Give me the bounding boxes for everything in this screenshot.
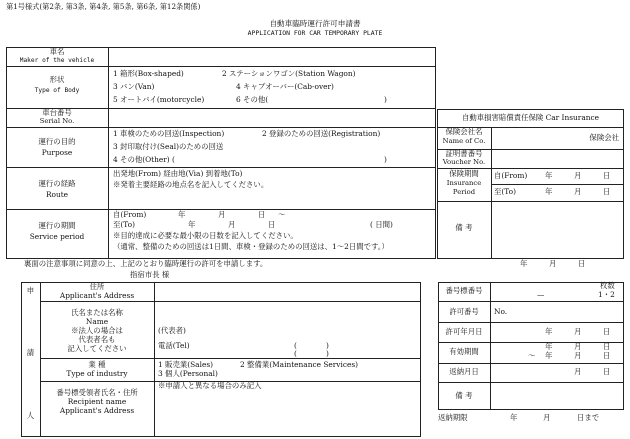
office-permit-month: 月 <box>574 327 582 336</box>
office-return-day: 日 <box>603 367 611 376</box>
applicant-side-3: 人 <box>26 411 35 420</box>
period-from-day: 日 <box>258 210 266 219</box>
insurance-from-month: 月 <box>574 171 582 180</box>
address-label-jp: 住所 <box>89 282 105 291</box>
insurance-company-label-en: Name of Co. <box>442 137 486 145</box>
insurance-period-label-en-2: Period <box>452 188 476 196</box>
office-deadline-label: 返納期限 <box>438 413 468 422</box>
office-sheets-label: 枚数 <box>600 281 615 290</box>
period-from-label: 自(From) <box>113 210 147 219</box>
body-option-other-close: ) <box>384 95 387 104</box>
insurance-to-year: 年 <box>545 187 553 196</box>
serial-field[interactable] <box>110 110 434 125</box>
route-points-line[interactable]: 出発地(From) 経由地(Via) 到着地(To) <box>113 169 243 178</box>
body-option-wagon[interactable]: 2 ステーションワゴン(Station Wagon) <box>222 69 356 78</box>
purpose-label-jp: 運行の目的 <box>38 137 76 146</box>
maker-field[interactable] <box>110 50 434 64</box>
industry-option-sales[interactable]: 1 販売業(Sales) <box>158 360 213 369</box>
phone-field[interactable] <box>302 342 324 351</box>
period-to-label: 至(To) <box>113 220 135 229</box>
phone-close-paren: ) <box>326 341 329 350</box>
office-valid-label: 有効期間 <box>449 347 479 356</box>
office-permit-label: 許可番号 <box>449 307 479 316</box>
period-label-en: Service period <box>29 232 85 241</box>
purpose-option-inspection[interactable]: 1 車検のための回送(Inspection) <box>113 129 225 138</box>
body-option-other[interactable]: 6 その他( <box>236 95 269 104</box>
route-label-en: Route <box>45 190 69 199</box>
purpose-label-en: Purpose <box>41 148 73 157</box>
insurance-from-label: 自(From) <box>494 171 528 180</box>
serial-label-jp: 車台番号 <box>42 108 72 117</box>
insurance-header: 自動車損害賠償責任保険 Car Insurance <box>461 113 600 122</box>
phone-close-paren-2: ) <box>326 349 329 358</box>
name-note-2: 代表者名も <box>78 335 116 344</box>
phone-open-paren: ( <box>294 341 297 350</box>
insurance-voucher-label-en: Voucher No. <box>442 158 486 166</box>
office-deadline-month: 月 <box>543 413 551 422</box>
industry-label-jp: 業 種 <box>88 360 106 369</box>
office-return-month: 月 <box>574 367 582 376</box>
purpose-option-other[interactable]: 4 その他(Other) ( <box>113 155 175 164</box>
insurance-remarks-label: 備 考 <box>455 223 473 232</box>
office-sheets-value: 1・2 <box>598 290 615 299</box>
insurance-period-label-jp: 保険期間 <box>449 169 479 178</box>
office-valid-to-month: 月 <box>574 351 582 360</box>
representative-label: (代表者) <box>158 326 186 335</box>
name-label-jp: 氏名または名称 <box>71 308 123 317</box>
office-deadline-year: 年 <box>510 413 518 422</box>
office-return-label: 返納月日 <box>449 367 479 376</box>
applicant-side-2: 請 <box>26 348 35 357</box>
recipient-field[interactable] <box>157 393 418 433</box>
name-label-en: Name <box>85 317 109 326</box>
period-from-year: 年 <box>178 210 186 219</box>
body-option-motorcycle[interactable]: 5 オートバイ(motorcycle) <box>113 95 205 104</box>
form-title-jp: 自動車臨時運行許可申請書 <box>269 19 361 28</box>
insurance-company-field[interactable]: 保険会社 <box>589 133 619 142</box>
route-note: ※発着主要経路の地点名を記入してください。 <box>113 180 269 189</box>
phone-label: 電話(Tel) <box>158 341 190 350</box>
name-note-1: ※法人の場合は <box>71 326 123 335</box>
insurance-from-day: 日 <box>603 171 611 180</box>
industry-label-en: Type of industry <box>66 369 128 378</box>
phone-open-paren-2: ( <box>294 349 297 358</box>
office-valid-from-month: 月 <box>574 342 582 351</box>
period-days[interactable]: ( 日間) <box>370 220 393 229</box>
period-to-day: 日 <box>268 220 276 229</box>
insurance-to-day: 日 <box>603 187 611 196</box>
route-label-jp: 運行の経路 <box>38 179 76 188</box>
office-valid-to-year: 年 <box>545 351 553 360</box>
name-note-3: 記入してください <box>67 344 127 353</box>
office-deadline-tail: 日まで <box>577 413 600 422</box>
office-plate-label: 番号標番号 <box>445 286 483 295</box>
insurance-voucher-label-jp: 証明書番号 <box>445 149 483 158</box>
address-field[interactable] <box>157 284 418 299</box>
insurance-to-label: 至(To) <box>494 187 516 196</box>
body-option-van[interactable]: 3 バン(Van) <box>113 82 155 91</box>
insurance-voucher-field[interactable] <box>493 151 621 166</box>
insurance-company-label-jp: 保険会社名 <box>445 127 483 136</box>
body-option-cabover[interactable]: 4 キャブオーバー(Cab-over) <box>236 82 334 91</box>
period-note-1: ※目的達成に必要な最小限の日数を記入してください。 <box>113 231 298 240</box>
recipient-note: ※申請人と異なる場合のみ記入 <box>158 381 262 390</box>
declaration-year: 年 <box>520 259 528 268</box>
insurance-to-month: 月 <box>574 187 582 196</box>
serial-label-en: Serial No. <box>39 117 75 125</box>
applicant-side-1: 申 <box>26 286 35 295</box>
office-valid-tilde: 〜 <box>528 351 536 360</box>
purpose-option-other-close: ) <box>384 155 387 164</box>
insurance-period-label-en-1: Insurance <box>446 179 482 187</box>
addressee: 指宿市長 様 <box>130 270 170 279</box>
declaration-day: 日 <box>578 259 586 268</box>
office-permit-day: 日 <box>603 327 611 336</box>
office-plate-dash: — <box>537 290 545 299</box>
office-permit-year: 年 <box>545 327 553 336</box>
recipient-label-jp: 番号標受領者氏名・住所 <box>56 388 138 397</box>
period-note-2: （通常、整備のための回送は1日間、車検・登録のための回送は、1〜2日間です。） <box>113 242 389 251</box>
office-permit-date-label: 許可年月日 <box>445 327 483 336</box>
office-remarks-label: 備 考 <box>455 391 473 400</box>
body-label-jp: 形状 <box>49 75 65 84</box>
period-label-jp: 運行の期間 <box>38 221 76 230</box>
body-option-box[interactable]: 1 箱形(Box-shaped) <box>113 69 184 78</box>
purpose-option-registration[interactable]: 2 登録のための回送(Registration) <box>262 129 381 138</box>
maker-label-jp: 車名 <box>49 47 65 56</box>
declaration-month: 月 <box>549 259 557 268</box>
address-label-en: Applicant's Address <box>59 291 135 300</box>
period-to-month: 月 <box>228 220 236 229</box>
office-valid-to-day: 日 <box>603 351 611 360</box>
insurance-from-year: 年 <box>545 171 553 180</box>
recipient-label-en-1: Recipient name <box>67 397 127 406</box>
purpose-option-seal[interactable]: 3 封印取付け(Seal)のための回送 <box>113 142 224 151</box>
period-to-year: 年 <box>188 220 196 229</box>
insurance-remarks-field[interactable] <box>493 203 621 257</box>
office-valid-from-year: 年 <box>545 342 553 351</box>
body-label-en: Type of Body <box>34 87 80 94</box>
maker-label-en: Maker of the vehicle <box>19 57 95 64</box>
office-valid-from-day: 日 <box>603 342 611 351</box>
industry-option-maintenance[interactable]: 2 整備業(Maintenance Services) <box>240 360 359 369</box>
form-number: 第1号様式(第2条, 第3条, 第4条, 第5条, 第6条, 第12条関係) <box>6 2 201 11</box>
period-from-month: 月 <box>218 210 226 219</box>
period-tilde: 〜 <box>278 210 286 219</box>
industry-option-personal[interactable]: 3 個人(Personal) <box>158 369 218 378</box>
office-permit-prefix: No. <box>494 307 508 316</box>
recipient-label-en-2: Applicant's Address <box>59 406 135 415</box>
form-title-en: APPLICATION FOR CAR TEMPORARY PLATE <box>247 29 383 37</box>
declaration-text: 裏面の注意事項に同意の上、上記のとおり臨時運行の許可を申請します。 <box>24 259 268 268</box>
